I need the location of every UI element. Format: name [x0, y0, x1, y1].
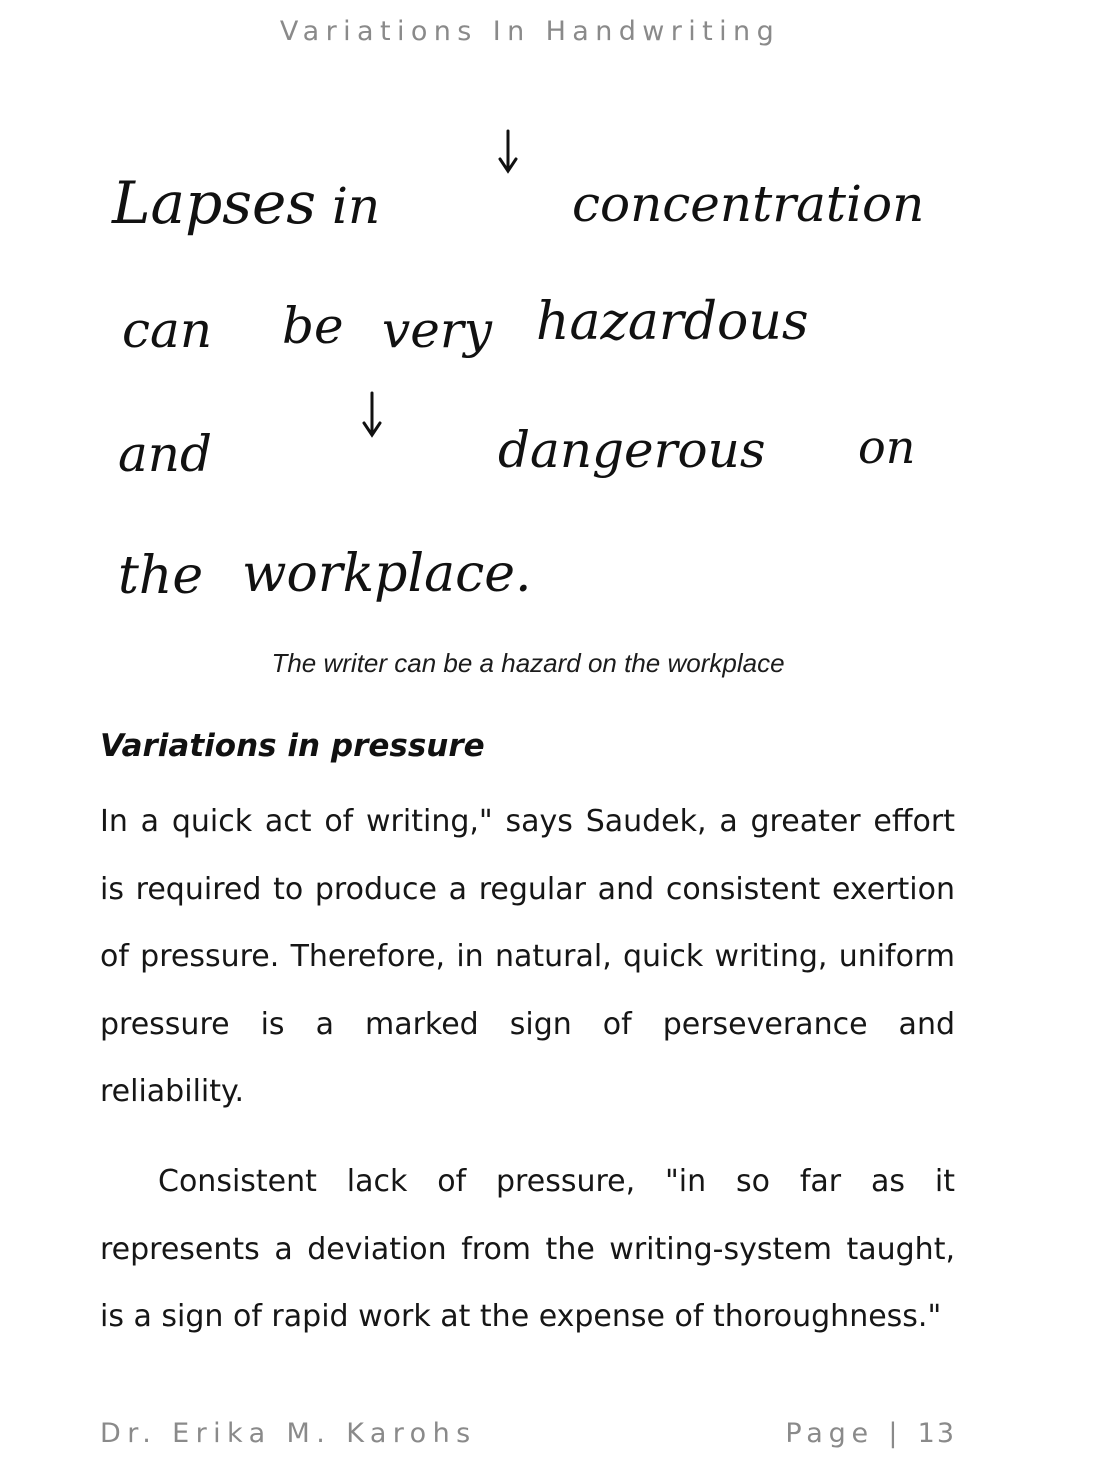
page-label: Page |: [785, 1418, 904, 1449]
section-heading: Variations in pressure: [100, 728, 485, 764]
body-paragraph-2: Consistent lack of pressure, "in so far as it represents a deviation from the writing-system taught, is a sign of rapid work at the expense of thoroughness.": [100, 1164, 955, 1334]
footer-page-number: [785, 1418, 956, 1449]
handwriting-svg: [100, 115, 980, 635]
hw-word-lapses: Lapses: [112, 169, 317, 237]
hw-word-very: very: [382, 301, 492, 359]
hw-word-concentration: concentration: [572, 175, 925, 233]
running-header: Variations In Handwriting: [279, 16, 781, 47]
figure-caption: The writer can be a hazard on the workplace: [271, 648, 785, 678]
hw-word-in: in: [332, 177, 381, 235]
hw-word-the: the: [118, 546, 204, 606]
arrow-icon-top: [500, 131, 516, 171]
hw-word-hazardous: hazardous: [536, 292, 809, 352]
handwriting-sample: [100, 115, 980, 635]
hw-word-and: and: [118, 425, 213, 483]
hw-word-be: be: [282, 297, 344, 355]
footer-author: Dr. Erika M. Karohs: [100, 1418, 477, 1449]
hw-word-workplace: workplace.: [242, 544, 532, 604]
hw-word-on: on: [858, 420, 916, 474]
page-number: 13: [917, 1418, 956, 1449]
body-paragraph-1: In a quick act of writing," says Saudek, a greater effort is required to produce a regular and consistent exertion of pressure. Therefore, in natural, quick writing, uniform pressure is a marked sign of perseverance and reliability.: [100, 804, 955, 1109]
arrow-icon-middle: [364, 393, 380, 435]
hw-word-dangerous: dangerous: [498, 421, 766, 479]
hw-word-can: can: [122, 301, 213, 359]
